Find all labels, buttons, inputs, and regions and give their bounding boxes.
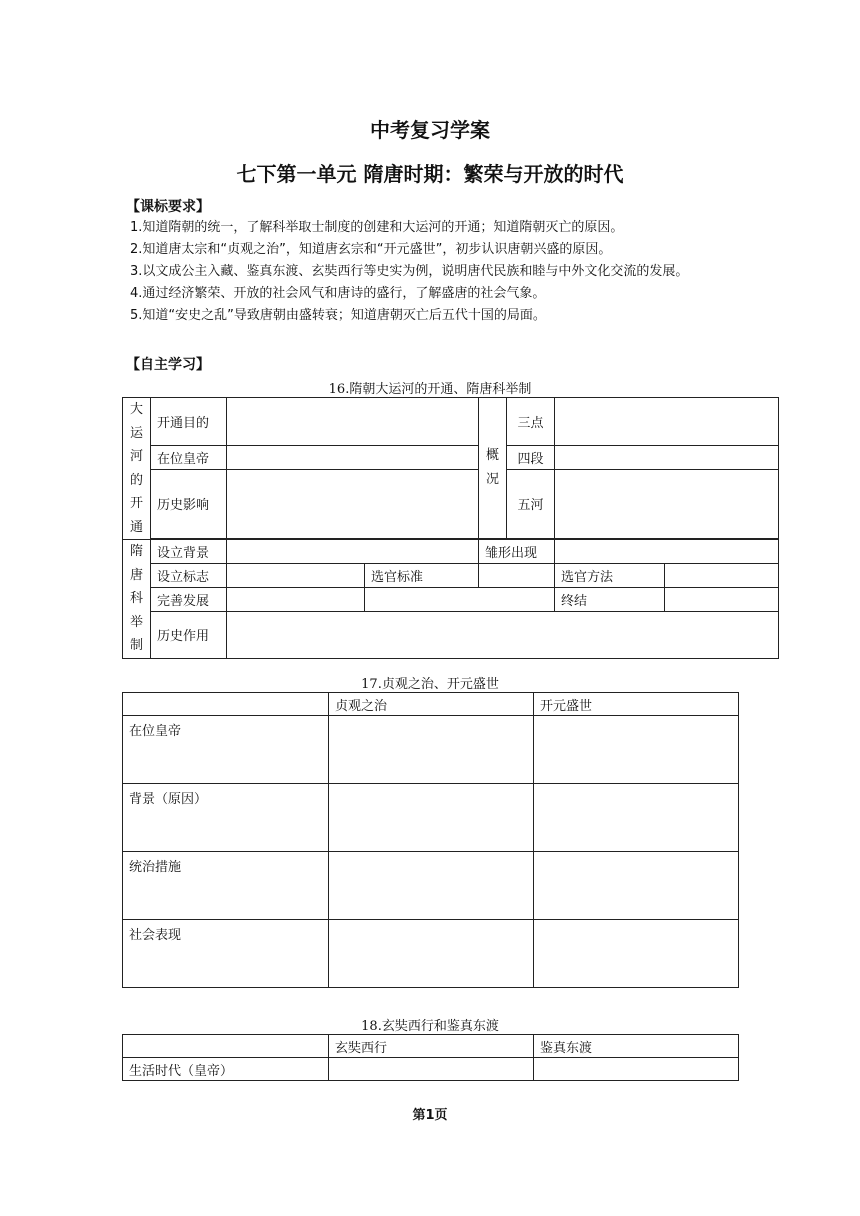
purpose-label: 开通目的 [151,398,227,446]
three-points-label: 三点 [507,398,555,446]
table18-cell[interactable] [329,1058,534,1081]
background-cell[interactable] [227,540,479,564]
four-sections-label: 四段 [507,445,555,469]
background-label: 设立背景 [151,540,227,564]
table17-cell[interactable] [534,784,739,852]
table18 [122,1034,739,1081]
self-study-heading: 【自主学习】 [126,357,210,373]
purpose-cell[interactable] [227,398,479,446]
table18-col1-header: 玄奘西行 [329,1035,534,1058]
table17-row-label: 统治措施 [123,852,329,920]
table17-row-label: 社会表现 [123,920,329,988]
table18-caption: 18.玄奘西行和鉴真东渡 [361,1019,499,1034]
develop-label: 完善发展 [151,588,227,612]
table17-cell[interactable] [329,716,534,784]
table16 [122,397,779,659]
emperor-label: 在位皇帝 [151,445,227,469]
influence-label: 历史影响 [151,469,227,538]
method-label: 选官方法 [555,564,665,588]
table17-cell[interactable] [329,784,534,852]
canal-label: 大运河的开通 [123,398,151,540]
four-sections-cell[interactable] [555,445,779,469]
table16-caption: 16.隋朝大运河的开通、隋唐科举制 [328,382,532,397]
table17-cell[interactable] [534,920,739,988]
standard-cell[interactable] [479,564,555,588]
role-label: 历史作用 [151,612,227,658]
table18-cell[interactable] [534,1058,739,1081]
overview-label: 概况 [479,398,507,539]
end-label: 终结 [555,588,665,612]
requirement-item: 1.知道隋朝的统一，了解科举取士制度的创建和大运河的开通；知道隋朝灭亡的原因。 [130,220,624,235]
table17-cell[interactable] [329,852,534,920]
table17-cell[interactable] [329,920,534,988]
requirement-item: 3.以文成公主入藏、鉴真东渡、玄奘西行等史实为例，说明唐代民族和睦与中外文化交流的发展。 [130,264,689,279]
develop-cell-1[interactable] [227,588,365,612]
requirement-item: 2.知道唐太宗和“贞观之治”，知道唐玄宗和“开元盛世”，初步认识唐朝兴盛的原因。 [130,242,612,257]
method-cell[interactable] [665,564,779,588]
requirements-list [130,217,740,327]
five-rivers-label: 五河 [507,469,555,538]
five-rivers-cell[interactable] [555,469,779,538]
table17 [122,692,739,988]
standard-label: 选官标准 [365,564,479,588]
emperor-cell[interactable] [227,445,479,469]
role-cell[interactable] [227,612,779,658]
table17-row-label: 背景（原因） [123,784,329,852]
table18-row-label: 生活时代（皇帝） [123,1058,329,1081]
embryo-label: 雏形出现 [479,540,555,564]
table17-col1-header: 贞观之治 [329,693,534,716]
symbol-label: 设立标志 [151,564,227,588]
table18-col2-header: 鉴真东渡 [534,1035,739,1058]
table18-corner [123,1035,329,1058]
requirement-item: 4.通过经济繁荣、开放的社会风气和唐诗的盛行，了解盛唐的社会气象。 [130,286,546,301]
end-cell[interactable] [665,588,779,612]
page-number: 第1页 [412,1108,448,1123]
table17-cell[interactable] [534,852,739,920]
requirements-heading: 【课标要求】 [126,199,210,215]
table17-cell[interactable] [534,716,739,784]
requirement-item: 5.知道“安史之乱”导致唐朝由盛转衰；知道唐朝灭亡后五代十国的局面。 [130,308,546,323]
table17-col2-header: 开元盛世 [534,693,739,716]
page-title: 中考复习学案 [370,118,490,142]
keju-label: 隋唐科举制 [123,540,151,659]
table17-caption: 17.贞观之治、开元盛世 [361,677,499,692]
influence-cell[interactable] [227,469,479,538]
three-points-cell[interactable] [555,398,779,446]
unit-title: 七下第一单元 隋唐时期：繁荣与开放的时代 [236,162,624,186]
embryo-cell[interactable] [555,540,779,564]
table17-row-label: 在位皇帝 [123,716,329,784]
symbol-cell[interactable] [227,564,365,588]
develop-cell-2[interactable] [365,588,555,612]
table17-corner [123,693,329,716]
